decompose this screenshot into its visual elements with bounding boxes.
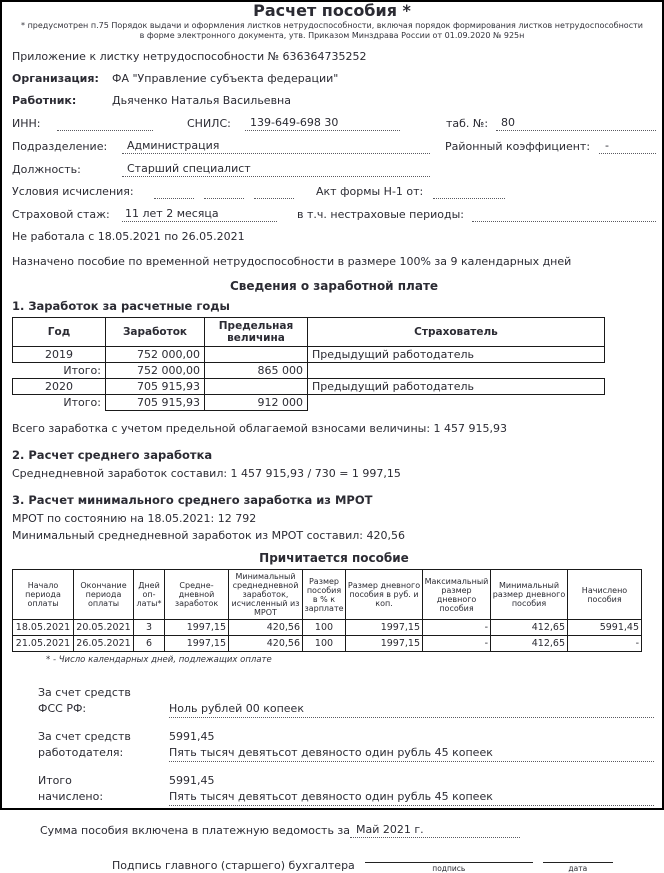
- department-label: Подразделение:: [12, 140, 108, 153]
- column-header: Максимальный размер дневного пособия: [423, 570, 491, 620]
- experience-row: [12, 206, 656, 222]
- conditions-act-row: [12, 184, 656, 199]
- year-cell: 2020: [13, 379, 106, 395]
- inn-label: ИНН:: [12, 117, 41, 130]
- column-header: Размер пособия в % к зарплате: [303, 570, 346, 620]
- noninsurance-periods-label: в т.ч. нестраховые периоды:: [297, 208, 465, 221]
- period-end-cell: 20.05.2021: [74, 620, 134, 636]
- avg-earnings-cell: 1997,15: [165, 620, 229, 636]
- daily-benefit-cell: 1997,15: [346, 620, 423, 636]
- column-header: Средне-дневной заработок: [165, 570, 229, 620]
- total-accrued-row: [38, 773, 656, 806]
- column-header: Размер дневного пособия в руб. и коп.: [346, 570, 423, 620]
- employee-value: Дьяченко Наталья Васильевна: [112, 94, 291, 107]
- daily-benefit-cell: 1997,15: [346, 636, 423, 652]
- accrued-cell: 5991,45: [568, 620, 642, 636]
- table-row: [13, 395, 605, 411]
- fss-funds-row: [38, 685, 656, 718]
- earnings-cell: 705 915,93: [106, 379, 205, 395]
- organization-row: [12, 71, 656, 86]
- total-label-line2: начислено:: [38, 790, 104, 803]
- days-cell: 6: [134, 636, 165, 652]
- conditions-blank-1: [154, 185, 194, 199]
- experience-label: Страховой стаж:: [12, 208, 110, 221]
- table-row: [13, 620, 642, 636]
- column-header: Страхователь: [308, 318, 605, 347]
- period-end-cell: 26.05.2021: [74, 636, 134, 652]
- benefit-section-title: Причитается пособие: [259, 551, 409, 565]
- act-h1-label: Акт формы Н-1 от:: [316, 185, 424, 198]
- year-cell: 2019: [13, 347, 106, 363]
- accrued-cell: -: [568, 636, 642, 652]
- benefit-table: [12, 569, 642, 652]
- table-row: [13, 363, 605, 379]
- total-label-cell: Итого:: [63, 363, 101, 377]
- date-field: [543, 848, 613, 873]
- employer-label-line2: работодателя:: [38, 746, 124, 759]
- avg-earnings-cell: 1997,15: [165, 636, 229, 652]
- not-worked-line: Не работала с 18.05.2021 по 26.05.2021: [12, 230, 245, 243]
- organization-label: Организация:: [12, 72, 99, 85]
- conditions-label: Условия исчисления:: [12, 185, 134, 198]
- days-cell: 3: [134, 620, 165, 636]
- min-avg-mrot-cell: 420,56: [229, 636, 303, 652]
- min-average-line: Минимальный среднедневной заработок из МРОТ составил: 420,56: [12, 529, 405, 542]
- earnings-cell: 752 000,00: [106, 363, 205, 379]
- department-value: Администрация: [122, 138, 430, 154]
- payment-breakdown: [38, 685, 656, 806]
- min-daily-cell: 412,65: [491, 636, 568, 652]
- salary-table-header-row: [13, 318, 605, 347]
- inn-snils-tab-row: [12, 115, 656, 131]
- employer-amount-words: Пять тысяч девятьсот девяносто один рубль 45 копеек: [169, 745, 654, 762]
- column-header: Минимальный среднедневной заработок, исчисленный из МРОТ: [229, 570, 303, 620]
- table-row: [13, 636, 642, 652]
- employer-amount: 5991,45: [169, 730, 215, 743]
- tab-number-value: 80: [496, 115, 656, 131]
- limit-cell: [205, 347, 308, 363]
- column-header: Начислено пособия: [568, 570, 642, 620]
- act-h1-value-blank: [433, 185, 505, 199]
- max-daily-cell: -: [423, 620, 491, 636]
- limit-cell: [205, 379, 308, 395]
- assigned-benefit-line: Назначено пособие по временной нетрудоспособности в размере 100% за 9 календарных дней: [12, 255, 572, 268]
- fss-label-line1: За счет средств: [38, 686, 131, 699]
- conditions-blank-2: [204, 185, 244, 199]
- payroll-statement-label: Сумма пособия включена в платежную ведомость за: [40, 824, 351, 837]
- table-row: [13, 379, 605, 395]
- noninsurance-periods-blank: [472, 208, 656, 222]
- signature-caption: подпись: [432, 864, 466, 873]
- column-header: Год: [13, 318, 106, 347]
- attachment-line: Приложение к листку нетрудоспособности № 636364735252: [12, 50, 367, 63]
- fss-label-line2: ФСС РФ:: [38, 702, 87, 715]
- regional-coefficient-value: -: [599, 138, 656, 154]
- column-header: Заработок: [106, 318, 205, 347]
- employee-row: [12, 93, 656, 108]
- department-coefficient-row: [12, 138, 656, 154]
- column-header: Минимальный размер дневного пособия: [491, 570, 568, 620]
- total-amount: 5991,45: [169, 774, 215, 787]
- benefit-table-footnote: * - Число календарных дней, подлежащих оплате: [46, 655, 272, 665]
- experience-value: 11 лет 2 месяца: [122, 206, 277, 222]
- total-earnings-line: Всего заработка с учетом предельной облагаемой взносами величины: 1 457 915,93: [12, 422, 507, 435]
- payroll-statement-row: [40, 822, 656, 838]
- snils-value: 139-649-698 30: [245, 115, 400, 131]
- insurer-cell: Предыдущий работодатель: [308, 379, 605, 395]
- percent-cell: 100: [303, 636, 346, 652]
- column-header: Дней оп-латы*: [134, 570, 165, 620]
- regional-coefficient-label: Районный коэффициент:: [445, 140, 591, 153]
- salary-sub2-title: 2. Расчет среднего заработка: [12, 448, 213, 462]
- position-row: [12, 161, 656, 177]
- employer-label-line1: За счет средств: [38, 730, 131, 743]
- total-label-line1: Итого: [38, 774, 72, 787]
- employer-funds-row: [38, 729, 656, 762]
- period-start-cell: 18.05.2021: [13, 620, 74, 636]
- signature-field: [365, 848, 533, 873]
- position-label: Должность:: [12, 163, 81, 176]
- table-row: [13, 347, 605, 363]
- signature-row: [112, 848, 656, 873]
- organization-value: ФА "Управление субъекта федерации": [112, 72, 339, 85]
- total-amount-words: Пять тысяч девятьсот девяносто один рубль 45 копеек: [169, 789, 654, 806]
- insurer-cell: [308, 395, 605, 411]
- period-start-cell: 21.05.2021: [13, 636, 74, 652]
- date-line: [543, 848, 613, 863]
- snils-label: СНИЛС:: [187, 117, 231, 130]
- max-daily-cell: -: [423, 636, 491, 652]
- salary-sub3-title: 3. Расчет минимального среднего заработка из МРОТ: [12, 493, 373, 507]
- position-value: Старший специалист: [122, 161, 430, 177]
- fss-amount-blank: [169, 685, 654, 701]
- mrot-line: МРОТ по состоянию на 18.05.2021: 12 792: [12, 512, 257, 525]
- column-header: Начало периода оплаты: [13, 570, 74, 620]
- inn-value-blank: [57, 117, 153, 131]
- earnings-cell: 705 915,93: [106, 395, 205, 411]
- total-label-cell: Итого:: [63, 395, 101, 409]
- signature-line: [365, 848, 533, 863]
- insurer-cell: Предыдущий работодатель: [308, 347, 605, 363]
- min-daily-cell: 412,65: [491, 620, 568, 636]
- benefit-table-header-row: [13, 570, 642, 620]
- fss-amount-words: Ноль рублей 00 копеек: [169, 701, 654, 718]
- employee-label: Работник:: [12, 94, 77, 107]
- average-earnings-line: Среднедневной заработок составил: 1 457 915,93 / 730 = 1 997,15: [12, 467, 401, 480]
- conditions-blank-3: [254, 185, 294, 199]
- column-header: Предельная величина: [205, 318, 308, 347]
- payroll-statement-period: Май 2021 г.: [350, 822, 520, 838]
- limit-cell: 912 000: [205, 395, 308, 411]
- title-footnote-line2: в форме электронного документа, утв. Приказом Минздрава России от 01.09.2020 № 925н: [139, 31, 525, 40]
- salary-section-title: Сведения о заработной плате: [229, 279, 439, 293]
- document-body: [2, 41, 662, 873]
- page-title: Расчет пособия *: [253, 1, 411, 20]
- title-footnote-line1: * предусмотрен п.75 Порядок выдачи и оформления листков нетрудоспособности, включая порядок формирования листков нетрудоспособности: [21, 21, 643, 30]
- date-caption: дата: [568, 864, 588, 873]
- column-header: Окончание периода оплаты: [74, 570, 134, 620]
- insurer-cell: [308, 363, 605, 379]
- title-footnote: [2, 21, 662, 41]
- min-avg-mrot-cell: 420,56: [229, 620, 303, 636]
- chief-accountant-signature-label: Подпись главного (старшего) бухгалтера: [112, 859, 355, 872]
- salary-sub1-title: 1. Заработок за расчетные годы: [12, 299, 230, 313]
- percent-cell: 100: [303, 620, 346, 636]
- limit-cell: 865 000: [205, 363, 308, 379]
- salary-table: [12, 317, 605, 411]
- earnings-cell: 752 000,00: [106, 347, 205, 363]
- tab-number-label: таб. №:: [446, 117, 489, 130]
